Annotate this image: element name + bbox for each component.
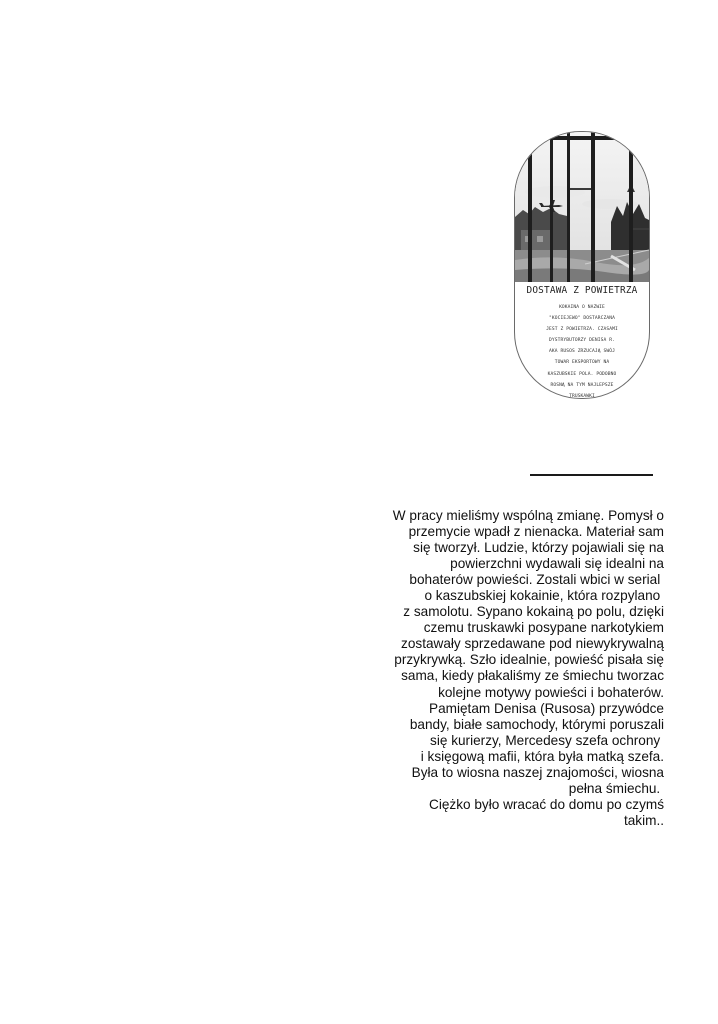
- barred-window-airplane-photo-icon: [515, 132, 649, 282]
- divider: [530, 474, 653, 476]
- story-line: powierzchni wydawali się idealni na: [450, 556, 664, 572]
- story-line: W pracy mieliśmy wspólną zmianę. Pomysł o: [392, 508, 664, 523]
- story-line: się tworzył. Ludzie, którzy pojawiali się na: [413, 540, 664, 556]
- story-text: [388, 508, 664, 829]
- story-line: kolejne motywy powieści i bohaterów.: [438, 684, 664, 700]
- story-line: z samolotu. Sypano kokainą po polu, dzięki: [403, 604, 664, 620]
- card-title: DOSTAWA Z POWIETRZA: [526, 285, 638, 296]
- story-line: bandy, białe samochody, którymi poruszali: [409, 716, 664, 732]
- card-body-line: AKA RUSOS ZRZUCAJĄ SWÓJ: [549, 349, 615, 355]
- story-line: bohaterów powieści. Zostali wbici w serial: [409, 572, 664, 588]
- story-line: przykrywką. Szło idealnie, powieść pisała się: [394, 652, 664, 668]
- story-line: przemycie wpadł z nienacka. Materiał sam: [408, 524, 664, 540]
- story-line: Ciężko było wracać do domu po czymś: [429, 796, 664, 812]
- card-body-line: DYSTRYBUTORZY DENISA R.: [549, 338, 615, 344]
- card-body-line: "KOCIEJEWO" DOSTARCZANA: [549, 316, 615, 322]
- barred-window-photo: [515, 132, 649, 282]
- story-line: takim..: [623, 812, 664, 828]
- card-body-line: ROSNĄ NA TYM NAJLEPSZE: [550, 382, 614, 388]
- card-body-line: TRUSKAWKI: [569, 393, 595, 399]
- card-body-line: KASZUBSKIE POLA. PODOBNO: [547, 371, 617, 377]
- story-line: Pamiętam Denisa (Rusosa) przywódce: [429, 700, 664, 716]
- story-line: i księgową mafii, która była matką szefa.: [420, 748, 664, 764]
- card-body-line: KOKAINA O NAZWIE: [559, 305, 605, 310]
- article-card: [514, 131, 650, 399]
- story-line: sama, kiedy płakaliśmy ze śmiechu tworzac: [401, 668, 664, 684]
- story-line: Była to wiosna naszej znajomości, wiosna: [411, 764, 664, 780]
- card-body-line: JEST Z POWIETRZA. CZASAMI: [546, 327, 618, 333]
- story-line: pełna śmiechu.: [568, 780, 664, 796]
- card-body-line: TOWAR EKSPORTOWY NA: [554, 360, 610, 366]
- card-body: [525, 302, 639, 399]
- story-line: zostawały sprzedawane pod niewykrywalną: [401, 636, 664, 652]
- story-line: czemu truskawki posypane narkotykiem: [423, 620, 664, 636]
- story-line: o kaszubskiej kokainie, która rozpylano: [424, 588, 664, 604]
- story-line: się kurierzy, Mercedesy szefa ochrony: [430, 732, 664, 748]
